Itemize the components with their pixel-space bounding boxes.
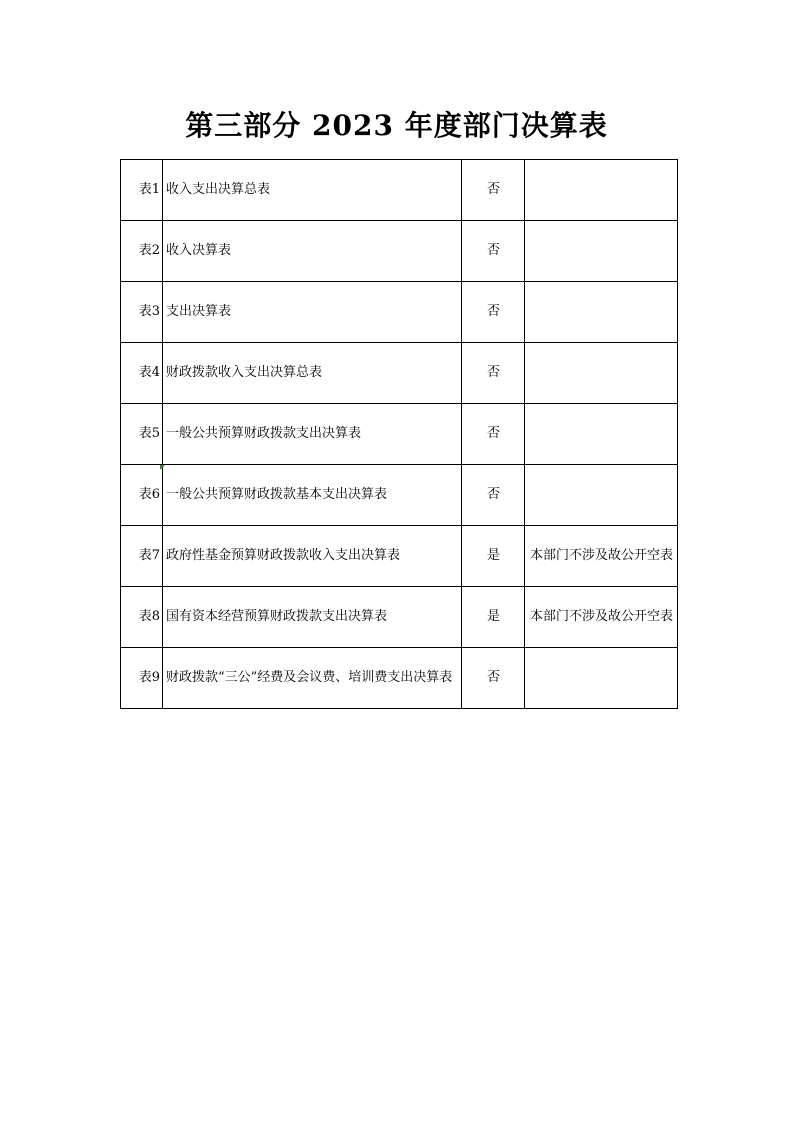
empty-table-flag: 否	[462, 404, 525, 465]
table-name: 支出决算表	[163, 282, 462, 343]
table-name: 国有资本经营预算财政拨款支出决算表	[163, 587, 462, 648]
table-name: 财政拨款“三公”经费及会议费、培训费支出决算表	[163, 648, 462, 709]
table-row	[121, 526, 678, 587]
empty-table-flag: 是	[462, 587, 525, 648]
table-number: 表5	[121, 404, 163, 465]
table-row	[121, 648, 678, 709]
table-row	[121, 465, 678, 526]
note	[525, 221, 678, 282]
cell-comment-marker	[160, 465, 165, 470]
note: 本部门不涉及故公开空表	[525, 526, 678, 587]
note	[525, 343, 678, 404]
table-name: 收入决算表	[163, 221, 462, 282]
note	[525, 282, 678, 343]
table-row	[121, 221, 678, 282]
table-row	[121, 160, 678, 221]
table-number: 表9	[121, 648, 163, 709]
page-title: 第三部分 2023 年度部门决算表	[185, 109, 608, 142]
empty-table-flag: 否	[462, 465, 525, 526]
empty-table-flag: 否	[462, 221, 525, 282]
report-table	[120, 159, 678, 709]
table-row	[121, 404, 678, 465]
note	[525, 404, 678, 465]
table-name: 一般公共预算财政拨款基本支出决算表	[163, 465, 462, 526]
table-number: 表4	[121, 343, 163, 404]
table-row	[121, 282, 678, 343]
table-row	[121, 587, 678, 648]
empty-table-flag: 否	[462, 282, 525, 343]
table-number: 表1	[121, 160, 163, 221]
empty-table-flag: 否	[462, 343, 525, 404]
note	[525, 648, 678, 709]
note	[525, 465, 678, 526]
empty-table-flag: 是	[462, 526, 525, 587]
table-row	[121, 343, 678, 404]
table-number: 表8	[121, 587, 163, 648]
note: 本部门不涉及故公开空表	[525, 587, 678, 648]
table-number: 表2	[121, 221, 163, 282]
note	[525, 160, 678, 221]
table-name: 收入支出决算总表	[163, 160, 462, 221]
table-number: 表7	[121, 526, 163, 587]
table-number: 表3	[121, 282, 163, 343]
table-name: 财政拨款收入支出决算总表	[163, 343, 462, 404]
table-number: 表6	[121, 465, 163, 526]
empty-table-flag: 否	[462, 160, 525, 221]
empty-table-flag: 否	[462, 648, 525, 709]
table-name: 政府性基金预算财政拨款收入支出决算表	[163, 526, 462, 587]
table-name: 一般公共预算财政拨款支出决算表	[163, 404, 462, 465]
